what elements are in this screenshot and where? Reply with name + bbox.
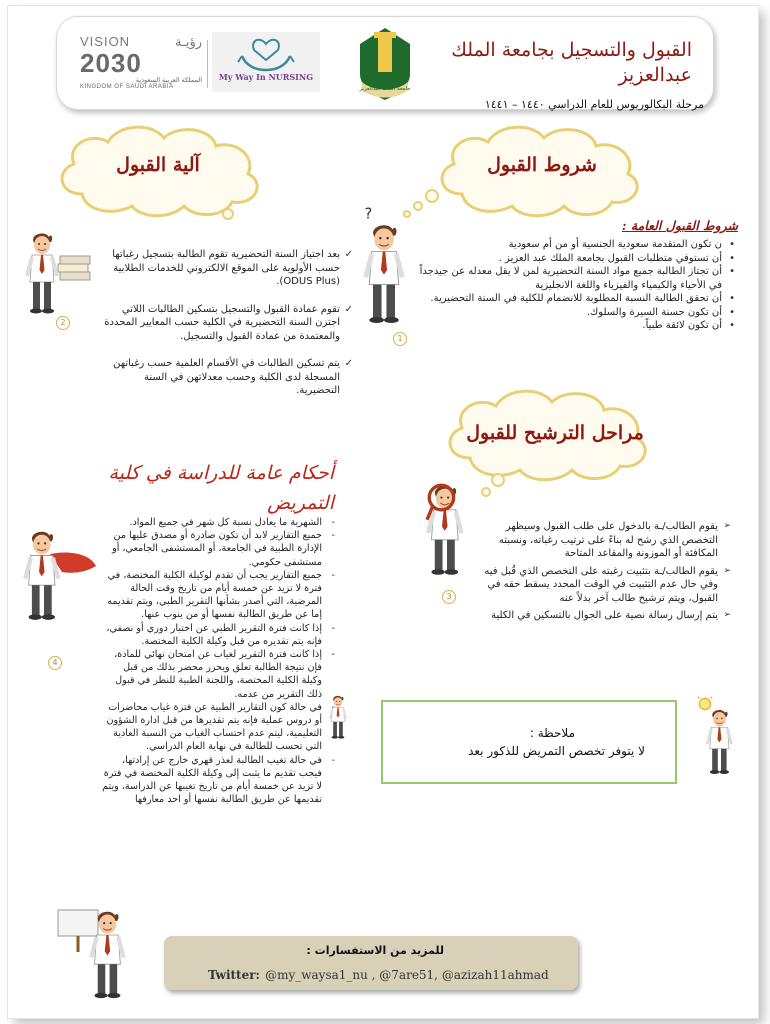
vision-en: VISION — [80, 34, 131, 49]
twitter-label: Twitter: — [208, 968, 260, 982]
mechanism-list — [100, 248, 354, 398]
list-item: - إذا كانت فترة التقرير الطبي عن اختبار دوري أو نصفي، فإنه يتم تقديره من قبل وكيلة الكلية المختصة. — [100, 622, 336, 648]
list-item: ➢ يقوم الطالب/ـة بتثبيت رغبته على التخصص الذي قُبل فيه وفي حال عدم التثبيت في الوقت المحدد يسقط حقه في القبول، ويتم ترشيح طالب آخر بدلاً عنه — [476, 565, 732, 606]
logo-divider — [207, 40, 208, 88]
cloud-stages-label: مراحل الترشيح للقبول — [466, 422, 644, 444]
note-label: ملاحظة : — [529, 726, 575, 740]
list-item: ✓ تقوم عمادة القبول والتسجيل بتسكين الطالبات اللاتي اجتزن السنة التحضيرية في الكلية حسب المعايير المحددة والمعتمدة من عمادة القبول والتسجيل. — [100, 303, 354, 344]
vision-country-ar: المملكة العربية السعودية — [135, 77, 202, 84]
rules-title-line-1: أحكام عامة للدراسة في كلية — [108, 462, 334, 484]
idea-person-icon — [692, 696, 742, 776]
terms-list — [410, 238, 736, 333]
cloud-terms-label: شروط القبول — [487, 154, 597, 176]
list-item: ✓ يتم تسكين الطالبات في الأقسام العلمية حسب رغباتهن المسجلة لدى الكلية وحسب معدلاتهن في السنة التحضيرية. — [100, 357, 354, 398]
kau-logo-text: جامعة الملك عبدالعزيز — [359, 86, 411, 92]
step-number-4: 4 — [48, 656, 62, 670]
thinking-person-icon — [362, 200, 406, 330]
thought-bubbles — [468, 470, 508, 504]
vision-2030-logo — [80, 34, 202, 96]
list-item: • أن تجتاز الطالبة جميع مواد السنة التحضيرية لمن لا يقل معدله عن جيدجداً في الأحياء والكيمياء والفيزياء واللغة الانجليزية — [410, 265, 736, 292]
twitter-handles[interactable]: @my_waysa1_nu , @7are51, @azizah11ahmad — [265, 968, 549, 982]
cloud-mechanism-label: آلية القبول — [116, 154, 200, 176]
terms-heading: شروط القبول العامة : — [621, 218, 738, 233]
rules-title-line-2: التمريض — [267, 492, 334, 514]
vision-ar: رؤيـة — [175, 34, 202, 49]
footer-twitter-row — [208, 964, 578, 983]
list-item: • أن تستوفي متطلبات القبول بجامعة الملك عبد العزيز . — [410, 252, 736, 266]
rules-title — [96, 458, 334, 518]
page-title — [430, 38, 692, 88]
list-item: • أن تكون حسنة السيرة والسلوك. — [410, 306, 736, 320]
list-item: - في حالة تغيب الطالبة لعذر قهري خارج عن إرادتها، فيجب تقديم ما يثبت إلى وكيلة الكلية المختصة في فترة لا تزيد عن خمسة أيام من تاريخ تغيبها عن الدراسة، ويتم تقديمها عن طريق الطالبة نفسها أو احد معارفها — [100, 754, 336, 807]
footer-heading: للمزيد من الاستفسارات : — [306, 944, 444, 957]
nursing-logo — [212, 32, 320, 92]
hands-heart-icon — [212, 32, 320, 92]
list-item: ➢ يتم إرسال رسالة نصية على الجوال بالتسكين في الكلية — [476, 609, 732, 623]
small-person-icon — [324, 694, 352, 740]
sign-person-icon — [54, 902, 140, 1002]
list-item: - إذا كانت فترة التقرير لغياب عن امتحان نهائي للمادة، فإن نتيجة الطالبة تعلق ويحرر محضر بذلك من قبل وكيلة الكلية المختصة، واللجنة الطبية للنظر في قبول ذلك التقرير من عدمه. — [100, 648, 336, 701]
list-item: • أن تحقق الطالبة النسبة المطلوبة للانضمام للكلية في السنة التحضيرية. — [410, 292, 736, 306]
list-item: • ن تكون المتقدمة سعودية الجنسية أو من أم سعودية — [410, 238, 736, 252]
title-line-1: القبول والتسجيل بجامعة الملك — [451, 39, 692, 61]
superhero-person-icon — [10, 520, 102, 632]
note-box — [381, 700, 677, 784]
list-item: - الشهرية ما يعادل نسبة كل شهر في جميع المواد. — [100, 516, 336, 529]
stages-list — [476, 520, 732, 623]
vision-country-en: KINGDOM OF SAUDI ARABIA — [80, 84, 174, 90]
rules-list — [100, 516, 336, 806]
list-item: • أن تكون لائقة طبياً. — [410, 319, 736, 333]
list-item: - في حالة كون التقارير الطبية عن فترة غياب محاضرات أو دروس عملية فإنه يتم تقديرها من قبل ادارة الشؤون التعليمية، ليتم عدم احتساب الغياب من النسبة العادية التي تحسب للطالبة في نهاية العام الدراسي. — [100, 701, 336, 754]
title-line-2: عبدالعزيز — [618, 64, 692, 86]
svg-text:?: ? — [364, 205, 373, 223]
step-number-2: 2 — [56, 316, 70, 330]
list-item: - جميع التقارير لابد أن تكون صادرة أو مصدق عليها من الإدارة الطبية في الجامعة، أو المستشفى الجامعي، أو مستشفى حكومي. — [100, 529, 336, 569]
list-item: - جميع التقارير يجب أن تقدم لوكيلة الكلية المختصة، في فترة لا تزيد عن خمسة أيام من تاريخ وقت الحالة المرضية، التي أصدر بشأنها التقرير الطبي، ويتم تقديمه إما عن طريق الطالبة نفسها أو من ينوب عنها. — [100, 569, 336, 622]
footer-contact — [164, 936, 578, 990]
step-number-3: 3 — [442, 590, 456, 604]
note-text: لا يتوفر تخصص التمريض للذكور بعد — [468, 744, 645, 758]
magnifier-person-icon — [424, 482, 470, 582]
step-number-1: 1 — [393, 332, 407, 346]
nursing-logo-text: My Way In NURSING — [218, 72, 314, 82]
list-item: ✓ بعد اجتياز السنة التحضيرية تقوم الطالبة بتسجيل رغباتها حسب الأولوية على الموقع الالكتروني للخدمات الطلابية (ODUS Plus). — [100, 248, 354, 289]
kau-logo — [348, 22, 422, 104]
vision-year: 2030 — [80, 48, 142, 78]
running-person-icon — [10, 226, 94, 316]
list-item: ➢ يقوم الطالب/ـة بالدخول على طلب القبول وسيظهر التخصص الذي رشح له بناءً على ترتيب رغباته، ونسبته المكافئة أو الموزونة والمقاعد المتاحة — [476, 520, 732, 561]
page-subtitle: مرحلة البكالوريوس للعام الدراسي ١٤٤٠ – ١٤٤١ — [484, 98, 704, 111]
